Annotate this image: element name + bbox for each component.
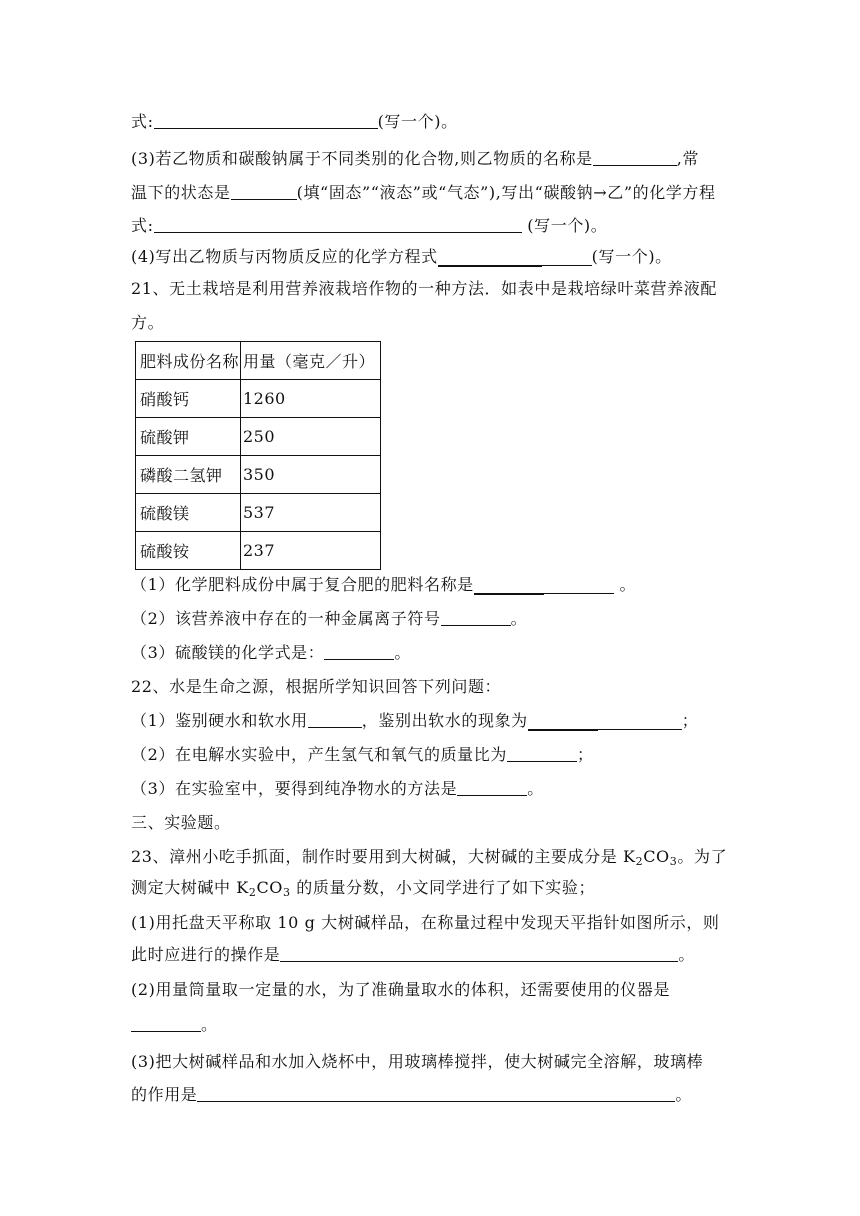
answer-blank[interactable] [457, 779, 527, 796]
q23-line1: 23、漳州小吃手抓面，制作时要用到大树碱，大树碱的主要成分是 $K_2CO_3$。为了 [131, 847, 728, 868]
q20-3-line1: (3)若乙物质和碳酸钠属于不同类别的化合物,则乙物质的名称是 ,常 [131, 149, 700, 168]
q23-3-line2: 的作用是 。 [131, 1085, 693, 1104]
answer-blank[interactable] [197, 1085, 675, 1102]
answer-blank[interactable] [324, 643, 394, 660]
table-header: 肥料成份名称 [136, 342, 241, 380]
q23-3-line1: (3)把大树碱样品和水加入烧杯中，用玻璃棒搅拌，使大树碱完全溶解，玻璃棒 [131, 1052, 704, 1071]
table-row [136, 418, 381, 456]
table-cell: 237 [241, 532, 381, 570]
table-row [136, 456, 381, 494]
q20-3-line2: 温下的状态是 (填“固态”“液态”或“气态”),写出“碳酸钠→乙”的化学方程 [131, 183, 716, 202]
answer-blank[interactable] [528, 713, 682, 729]
q23-1-line1: (1)用托盘天平称取 10 g 大树碱样品，在称量过程中发现天平指针如图所示，则 [131, 913, 720, 932]
q21-line1: 21、无土栽培是利用营养液栽培作物的一种方法．如表中是栽培绿叶菜营养液配 [131, 279, 717, 298]
table-cell: 硫酸钾 [136, 418, 241, 456]
q20-4-line: (4)写出乙物质与丙物质反应的化学方程式 (写一个)。 [131, 247, 672, 266]
answer-blank[interactable] [231, 183, 297, 200]
q22-1-line: （1）鉴别硬水和软水用 ，鉴别出软水的现象为 ； [131, 711, 699, 730]
answer-blank[interactable] [474, 577, 614, 593]
q20-2-line2: 式: (写一个)。 [131, 112, 458, 131]
q23-2-line1: (2)用量筒量取一定量的水，为了准确量取水的体积，还需要使用的仪器是 [131, 980, 671, 999]
answer-blank[interactable] [154, 112, 378, 129]
answer-blank[interactable] [593, 149, 677, 166]
table-row [136, 532, 381, 570]
table-cell: 350 [241, 456, 381, 494]
q23-1-line2: 此时应进行的操作是 。 [131, 945, 696, 964]
q22-line1: 22、水是生命之源，根据所学知识回答下列问题： [131, 677, 502, 696]
table-cell: 1260 [241, 380, 381, 418]
q23-2-line2: 。 [131, 1015, 744, 1035]
table-cell: 硫酸镁 [136, 494, 241, 532]
answer-blank[interactable] [131, 1015, 201, 1032]
table-cell: 硝酸钙 [136, 380, 241, 418]
answer-blank[interactable] [441, 609, 511, 626]
table-row [136, 380, 381, 418]
q22-3-line: （3）在实验室中，要得到纯净物水的方法是 。 [131, 779, 544, 798]
answer-blank[interactable] [438, 249, 592, 265]
table-cell: 磷酸二氢钾 [136, 456, 241, 494]
answer-blank[interactable] [280, 945, 678, 962]
table-cell: 硫酸铵 [136, 532, 241, 570]
q22-2-line: （2）在电解水实验中，产生氢气和氧气的质量比为 ； [131, 745, 594, 764]
q21-1-line: （1）化学肥料成份中属于复合肥的肥料名称是 。 [131, 575, 637, 594]
q23-line2: 测定大树碱中 $K_2CO_3$ 的质量分数，小文同学进行了如下实验； [131, 878, 596, 899]
answer-blank[interactable] [154, 216, 522, 233]
q21-3-line: （3）硫酸镁的化学式是： 。 [131, 643, 411, 662]
table-cell: 250 [241, 418, 381, 456]
q20-3-line3: 式: (写一个)。 [131, 216, 608, 235]
fertilizer-table [135, 341, 381, 570]
table-row [136, 494, 381, 532]
section-heading: 三、实验题。 [131, 813, 231, 832]
q21-line2: 方。 [131, 313, 165, 332]
table-header-row [136, 342, 381, 380]
table-cell: 537 [241, 494, 381, 532]
answer-blank[interactable] [308, 711, 362, 728]
answer-blank[interactable] [507, 745, 577, 762]
table-header: 用量（毫克／升） [241, 342, 381, 380]
q21-2-line: （2）该营养液中存在的一种金属离子符号 。 [131, 609, 528, 628]
